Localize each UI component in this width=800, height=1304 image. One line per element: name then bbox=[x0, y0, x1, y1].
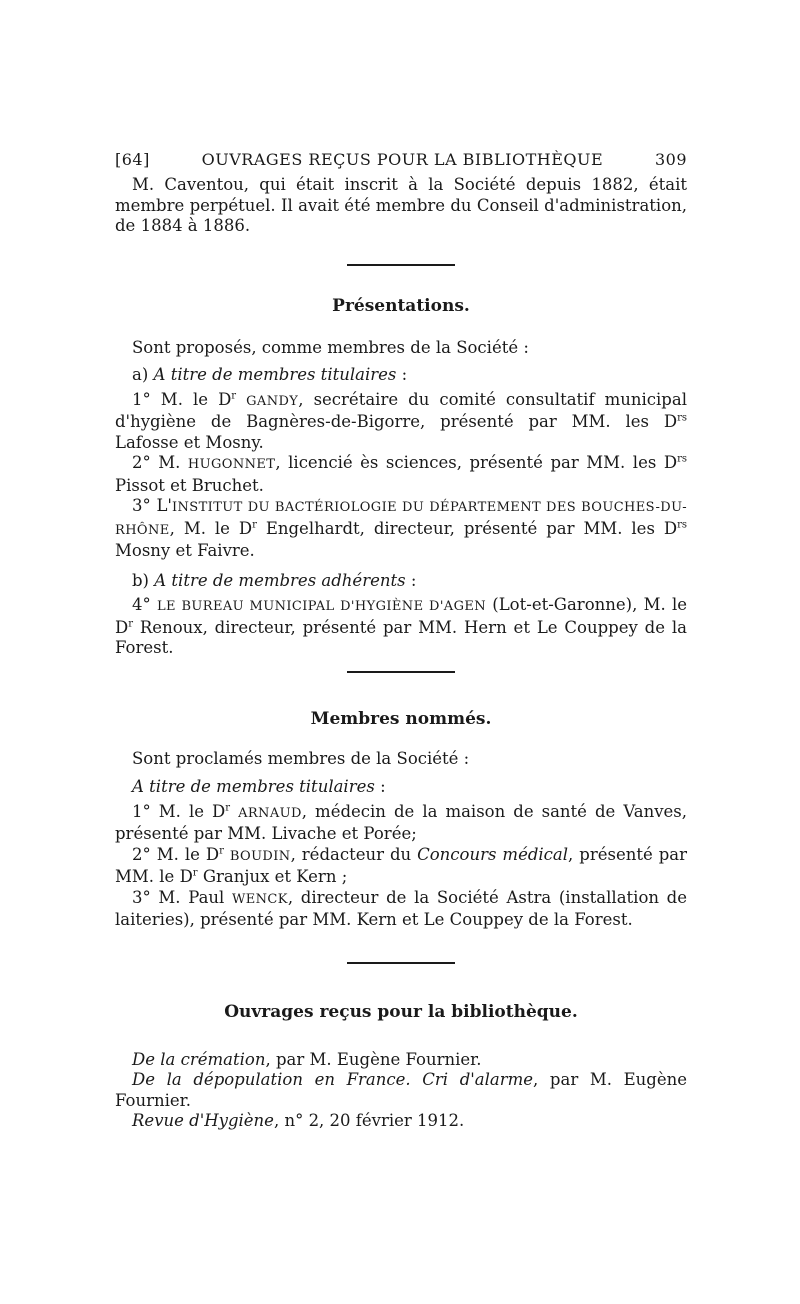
item-text: , M. le D bbox=[169, 518, 253, 538]
title-sup: r bbox=[225, 802, 231, 813]
title-sup: r bbox=[231, 390, 237, 401]
title-sup: r bbox=[128, 618, 134, 629]
item-text: Lafosse et Mosny. bbox=[115, 432, 264, 452]
group-a-colon: : bbox=[396, 365, 408, 384]
title-sup: rs bbox=[677, 519, 687, 530]
ouvrage-text: , n° 2, 20 février 1912. bbox=[273, 1111, 465, 1130]
ouvrage-text: , par M. Eugène Fournier. bbox=[115, 1070, 687, 1110]
group-b-letter: b) bbox=[132, 570, 149, 590]
page-left-marker: [64] bbox=[115, 150, 150, 169]
ouvrage-title: Revue d'Hygiène bbox=[132, 1111, 274, 1130]
title-sup: rs bbox=[677, 412, 687, 424]
section-heading-presentations: Présentations. bbox=[332, 295, 470, 316]
running-header bbox=[115, 150, 687, 169]
member-name: INSTITUT DU BACTÉRIOLOGIE DU DÉPARTEMENT DES BOUCHES-DU-RHÔNE bbox=[115, 500, 687, 538]
ouvrage-entry-2 bbox=[115, 1070, 687, 1111]
nomme-item-1 bbox=[115, 802, 687, 845]
presentation-item-4 bbox=[115, 595, 687, 659]
page-content bbox=[115, 150, 687, 1132]
section-heading-ouvrages: Ouvrages reçus pour la bibliothèque. bbox=[224, 1001, 578, 1022]
member-name: WENCK bbox=[232, 891, 288, 907]
item-number: 2° M. le D bbox=[132, 844, 220, 864]
item-text: , médecin de la maison de santé de Vanves, présenté par MM. Livache et Porée; bbox=[115, 801, 687, 843]
nomme-item-2 bbox=[115, 845, 687, 888]
ouvrage-title: De la crémation bbox=[132, 1049, 266, 1069]
section-divider bbox=[347, 264, 455, 266]
member-name: BOUDIN bbox=[229, 848, 291, 864]
group-a-letter: a) bbox=[132, 365, 149, 384]
group-b-title: A titre de membres adhérents bbox=[154, 570, 406, 590]
item-number: 1° M. le D bbox=[132, 389, 232, 409]
member-name: LE BUREAU MUNICIPAL D'HYGIÈNE D'AGEN bbox=[157, 599, 487, 614]
nommes-group-title: A titre de membres titulaires bbox=[132, 777, 375, 796]
item-text: Renoux, directeur, présenté par MM. Hern et Le Couppey de la Forest. bbox=[115, 617, 687, 657]
section-heading-nommes: Membres nommés. bbox=[310, 708, 492, 729]
running-title: OUVRAGES REÇUS POUR LA BIBLIOTHÈQUE bbox=[201, 150, 604, 169]
item-text: Granjux et Kern ; bbox=[197, 867, 348, 886]
ouvrage-entry-3 bbox=[115, 1111, 687, 1132]
title-sup: rs bbox=[677, 453, 687, 465]
nomme-item-3 bbox=[115, 888, 687, 931]
title-sup: r bbox=[219, 845, 224, 856]
nommes-group-label bbox=[115, 777, 687, 798]
ouvrage-entry-1 bbox=[115, 1050, 687, 1071]
item-text: , directeur de la Société Astra (installation de laiteries), présenté par MM. Kern et Le Couppey de la Forest. bbox=[115, 887, 687, 929]
group-b-colon: : bbox=[405, 570, 417, 590]
ouvrage-title: De la dépopulation en France. Cri d'alarme bbox=[132, 1070, 534, 1089]
item-number: 2° M. bbox=[132, 453, 181, 472]
group-b-label bbox=[115, 571, 687, 592]
title-sup: r bbox=[252, 519, 257, 530]
presentation-item-1 bbox=[115, 390, 687, 454]
member-name: GANDY bbox=[246, 393, 299, 409]
item-text: , rédacteur du bbox=[290, 844, 418, 864]
group-a-label bbox=[115, 365, 687, 386]
member-name: ARNAUD bbox=[238, 805, 302, 821]
presentation-item-3 bbox=[115, 496, 687, 562]
presentation-item-2 bbox=[115, 453, 687, 496]
item-text: Pissot et Bruchet. bbox=[115, 475, 264, 495]
member-name: HUGONNET bbox=[187, 457, 276, 472]
item-number: 1° M. le D bbox=[132, 801, 226, 821]
section-divider bbox=[347, 962, 455, 964]
presentations-lead: Sont proposés, comme membres de la Société : bbox=[132, 337, 529, 357]
item-text: , licencié ès sciences, présenté par MM. les D bbox=[275, 453, 678, 472]
page-number: 309 bbox=[654, 150, 687, 169]
intro-paragraph: M. Caventou, qui était inscrit à la Société depuis 1882, était membre perpétuel. Il avait été membre du Conseil d'administration, de 1884 à 1886. bbox=[115, 175, 687, 235]
item-number: 4° bbox=[132, 595, 151, 614]
journal-title: Concours médical bbox=[417, 844, 569, 864]
item-number: 3° M. Paul bbox=[132, 887, 225, 907]
title-sup: r bbox=[192, 867, 198, 879]
item-text: Engelhardt, directeur, présenté par MM. les D bbox=[256, 518, 678, 538]
nommes-group-colon: : bbox=[374, 777, 386, 796]
item-text: (Lot-et-Garonne), M. le D bbox=[115, 595, 688, 637]
nommes-lead: Sont proclamés membres de la Société : bbox=[132, 748, 470, 768]
item-text: , présenté par MM. le D bbox=[115, 844, 687, 886]
item-number: 3° L' bbox=[132, 496, 172, 515]
ouvrage-text: , par M. Eugène Fournier. bbox=[265, 1049, 482, 1069]
group-a-title: A titre de membres titulaires bbox=[153, 365, 397, 384]
item-text: Mosny et Faivre. bbox=[115, 541, 255, 560]
section-divider bbox=[347, 671, 455, 673]
item-text: , secrétaire du comité consultatif municipal d'hygiène de Bagnères-de-Bigorre, présenté par MM. les D bbox=[115, 389, 687, 431]
